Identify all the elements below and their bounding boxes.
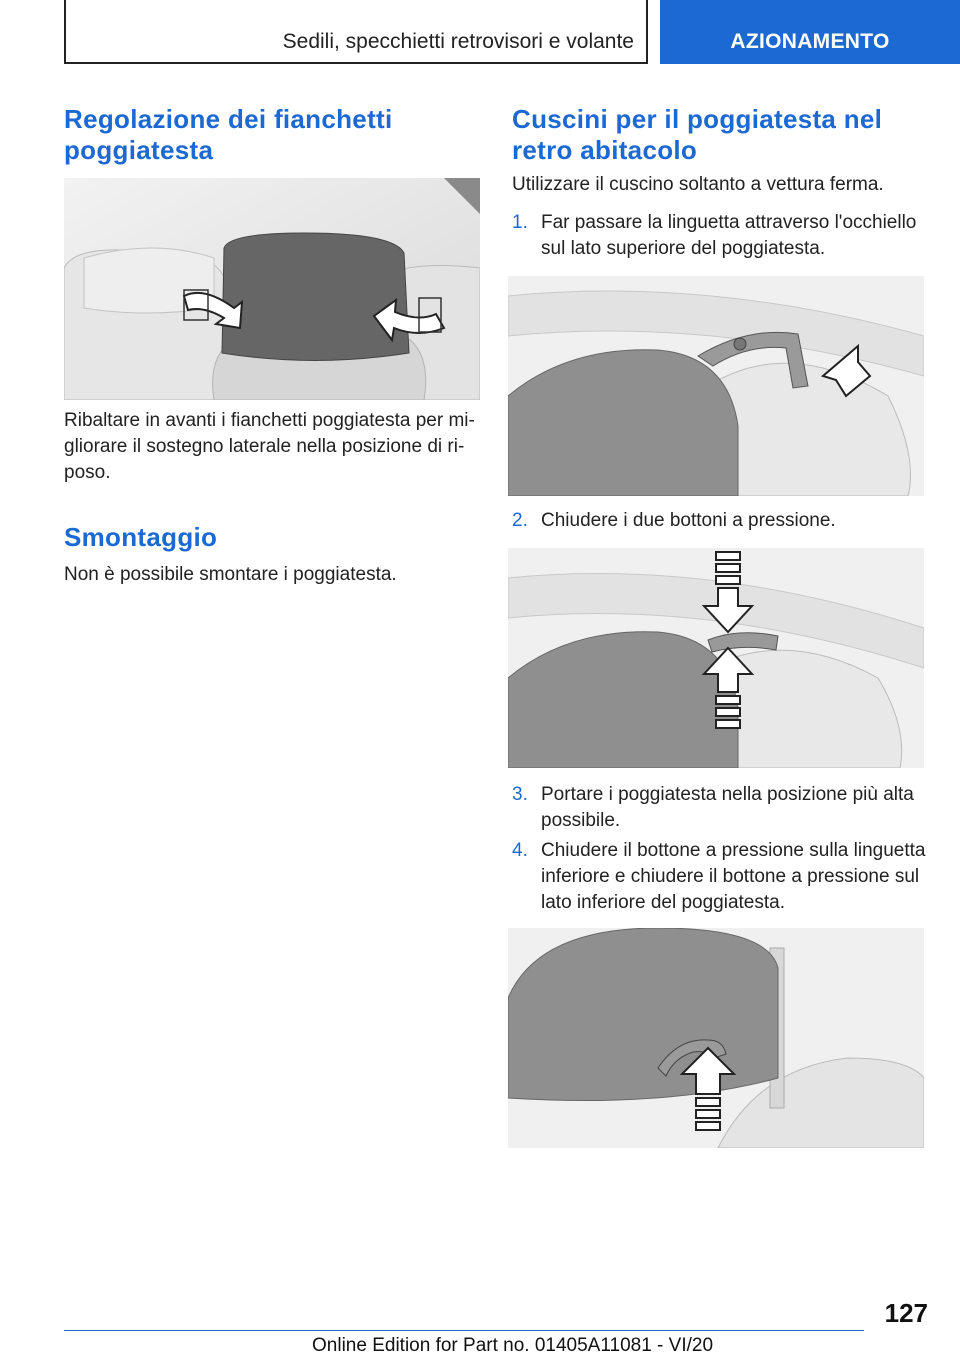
chapter-title: Sedili, specchietti retrovisori e volante	[282, 30, 634, 53]
step-4	[512, 838, 932, 918]
step-2	[512, 508, 932, 536]
step-1	[512, 210, 932, 264]
heading-headrest-wings: Regolazione dei fianchetti poggiatesta	[64, 104, 393, 165]
paragraph-removal: Non è possibile smontare i poggiatesta.	[64, 564, 397, 585]
figure-step-1	[508, 276, 924, 496]
heading-rear-cushions: Cuscini per il poggiatesta nel retro abitacolo	[512, 104, 883, 165]
step-3	[512, 782, 932, 836]
paragraph-headrest-wings: Ribaltare in avanti i fianchetti poggiatesta per mi-gliorare il sostegno laterale nella posizione di ri-poso.	[64, 410, 475, 483]
section-tab: AZIONAMENTO	[660, 0, 960, 64]
step-number: 2.	[512, 510, 528, 531]
step-text: Chiudere il bottone a pressione sulla linguetta inferiore e chiudere il bottone a pressione sul lato inferiore del poggiatesta.	[541, 840, 926, 913]
footer-edition: Online Edition for Part no. 01405A11081 - VI/20	[312, 1335, 714, 1356]
paragraph-intro: Utilizzare il cuscino soltanto a vettura ferma.	[512, 174, 884, 195]
figure-headrest-wings	[64, 178, 480, 400]
step-number: 4.	[512, 840, 528, 861]
figure-step-4	[508, 928, 924, 1148]
footer-divider	[64, 1330, 864, 1331]
page-number: 127	[884, 1298, 928, 1328]
figure-step-2	[508, 548, 924, 768]
heading-removal: Smontaggio	[64, 522, 218, 552]
step-number: 3.	[512, 784, 528, 805]
step-text: Portare i poggiatesta nella posizione più alta possibile.	[541, 784, 914, 831]
step-text: Far passare la linguetta attraverso l'occhiello sul lato superiore del poggiatesta.	[541, 212, 917, 259]
step-text: Chiudere i due bottoni a pressione.	[541, 510, 836, 531]
step-number: 1.	[512, 212, 528, 233]
header-chapter-box	[64, 0, 648, 64]
